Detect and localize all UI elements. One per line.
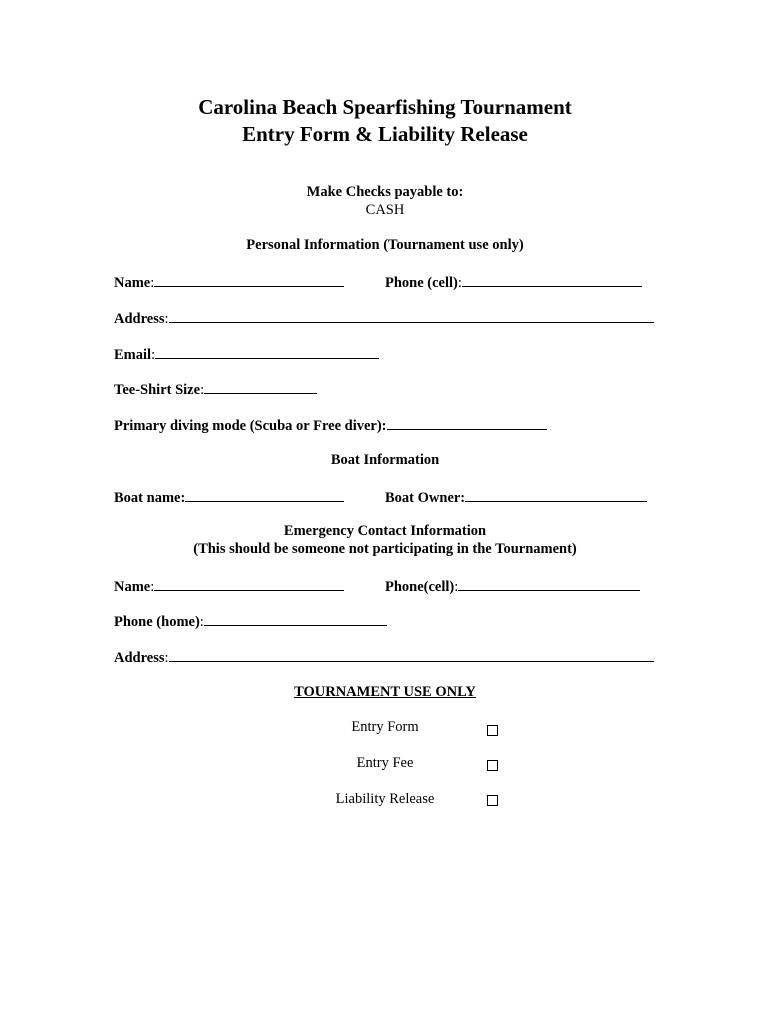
checklist-entry-fee-label: Entry Fee <box>356 755 414 771</box>
boat-owner-label: Boat Owner: <box>385 490 466 506</box>
checklist-liability-release-label: Liability Release <box>335 791 435 807</box>
boat-owner-field[interactable] <box>465 487 647 502</box>
personal-tshirt-field[interactable] <box>204 379 317 394</box>
personal-tshirt-row: Tee-Shirt Size: <box>114 379 317 399</box>
checks-payable-value: CASH <box>365 202 405 218</box>
checklist-entry-form-label: Entry Form <box>351 719 419 735</box>
emergency-address-label: Address <box>114 650 165 666</box>
personal-email-field[interactable] <box>155 344 379 359</box>
personal-info-heading: Personal Information (Tournament use only) <box>246 237 524 253</box>
personal-email-label: Email <box>114 347 152 363</box>
personal-name-label: Name <box>114 275 151 291</box>
emergency-phone-cell-label: Phone(cell) <box>385 579 455 595</box>
boat-name-field[interactable] <box>185 487 344 502</box>
emergency-phone-cell-row: Phone(cell): <box>385 576 640 596</box>
personal-name-row: Name: <box>114 272 344 292</box>
personal-phone-label: Phone (cell) <box>385 275 458 291</box>
personal-name-field[interactable] <box>154 272 344 287</box>
personal-address-row: Address: <box>114 308 654 328</box>
boat-name-label: Boat name: <box>114 490 186 506</box>
emergency-phone-cell-field[interactable] <box>458 576 640 591</box>
emergency-info-heading: Emergency Contact Information <box>283 523 487 539</box>
checklist-entry-fee-checkbox[interactable] <box>487 760 498 771</box>
personal-tshirt-label: Tee-Shirt Size <box>114 382 201 398</box>
personal-diving-field[interactable] <box>387 415 547 430</box>
personal-phone-field[interactable] <box>462 272 642 287</box>
personal-email-row: Email: <box>114 344 379 364</box>
personal-phone-row: Phone (cell): <box>385 272 642 292</box>
tournament-use-heading: TOURNAMENT USE ONLY <box>294 684 476 700</box>
emergency-phone-home-label: Phone (home) <box>114 614 200 630</box>
personal-diving-label: Primary diving mode (Scuba or Free diver): <box>114 418 387 434</box>
personal-address-field[interactable] <box>169 308 654 323</box>
boat-name-row <box>114 487 344 507</box>
emergency-phone-home-field[interactable] <box>204 611 387 626</box>
emergency-address-field[interactable] <box>169 647 654 662</box>
emergency-address-row: Address: <box>114 647 654 667</box>
emergency-phone-home-row: Phone (home): <box>114 611 387 631</box>
checklist-entry-form-checkbox[interactable] <box>487 725 498 736</box>
boat-info-heading: Boat Information <box>330 452 440 468</box>
form-title-line1: Carolina Beach Spearfishing Tournament <box>198 95 572 119</box>
emergency-name-field[interactable] <box>154 576 344 591</box>
emergency-name-row: Name: <box>114 576 344 596</box>
checks-payable-label: Make Checks payable to: <box>306 184 464 200</box>
emergency-name-label: Name <box>114 579 151 595</box>
personal-diving-row <box>114 415 547 435</box>
personal-address-label: Address <box>114 311 165 327</box>
checklist-liability-release-checkbox[interactable] <box>487 795 498 806</box>
emergency-info-subheading: (This should be someone not participating in the Tournament) <box>193 541 577 557</box>
form-title-line2: Entry Form & Liability Release <box>242 122 528 146</box>
boat-owner-row <box>385 487 647 507</box>
